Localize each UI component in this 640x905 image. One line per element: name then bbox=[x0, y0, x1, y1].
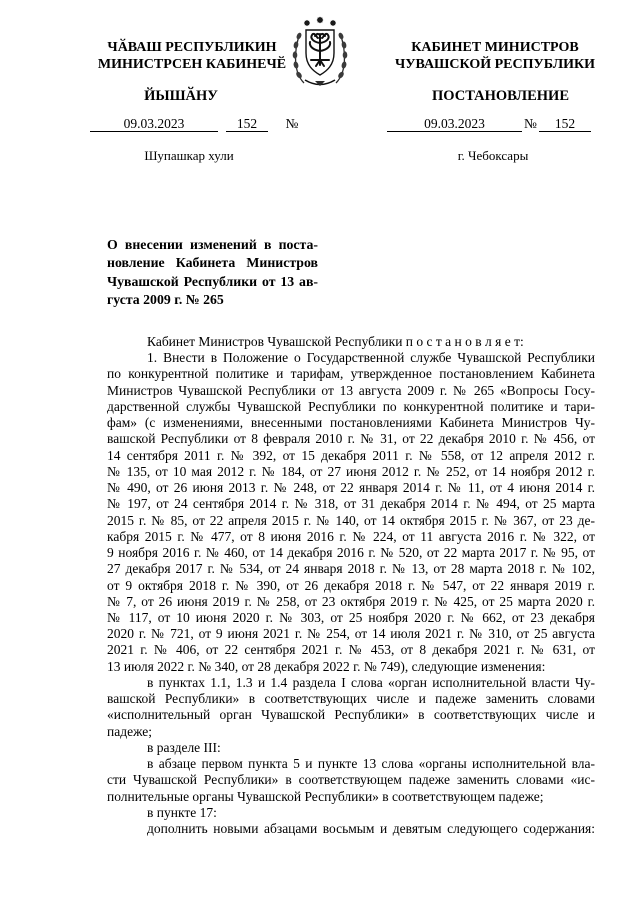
header-right-doc-type: ПОСТАНОВЛЕНИЕ bbox=[432, 88, 570, 104]
paragraph-item-17 bbox=[107, 805, 595, 821]
body-line: 2020 г. № 721, от 9 июня 2021 г. № 254, от 14 июля 2021 г. № 310, от 25 августа bbox=[107, 626, 595, 642]
header-left-org bbox=[90, 39, 294, 73]
header-left-doc-type: ЙЫШӐНУ bbox=[144, 88, 218, 104]
paragraph-change-section-1 bbox=[107, 675, 595, 740]
body-line: от 9 октября 2018 г. № 390, от 26 декабря 2018 г. № 547, от 22 января 2019 г. bbox=[107, 577, 595, 593]
body-line: 13 июля 2022 г. № 340, от 28 декабря 2022 г. № 749), следующие изменения: bbox=[107, 658, 546, 674]
document-title bbox=[107, 236, 318, 309]
header-left-org-line-2: МИНИСТРСЕН КАБИНЕЧӖ bbox=[97, 57, 287, 72]
body-line: фам» (с изменениями, внесенными постановлениями Кабинета Министров Чу- bbox=[107, 415, 595, 431]
body-line: «исполнительный орган Чувашской Республики» в соответствующих числе и bbox=[107, 707, 595, 723]
body-line: вашской Республики» в соответствующих числе и падеже заменить словами bbox=[107, 691, 595, 707]
body-line: № 135, от 10 мая 2012 г. № 184, от 27 июня 2012 г. № 252, от 14 ноября 2012 г. bbox=[107, 463, 595, 479]
body-line: падеже; bbox=[107, 723, 152, 739]
body-line: дополнить новыми абзацами восьмым и девятым следующего содержания: bbox=[147, 821, 595, 837]
header-right-place: г. Чебоксары bbox=[457, 148, 529, 163]
body-line: по конкурентной политике и тарифам, утвержденное постановлением Кабинета bbox=[107, 366, 595, 382]
header-left-number: 152 bbox=[226, 116, 268, 132]
coat-of-arms-emblem-icon bbox=[291, 15, 349, 89]
body-line: № 7, от 26 июня 2019 г. № 258, от 23 октября 2019 г. № 425, от 25 марта 2020 г. bbox=[107, 593, 595, 609]
body-line: 1. Внести в Положение о Государственной службе Чувашской Республики bbox=[147, 350, 595, 366]
title-line: новление Кабинета Министров bbox=[107, 255, 318, 271]
header-left-date: 09.03.2023 bbox=[90, 116, 218, 132]
title-line: Чувашской Республики от 13 ав- bbox=[107, 273, 318, 289]
body-line: вашской Республики от 8 февраля 2010 г. № 31, от 22 декабря 2010 г. № 456, от bbox=[107, 431, 595, 447]
body-line: в разделе III: bbox=[147, 739, 221, 755]
paragraph-add-paragraphs bbox=[107, 821, 595, 837]
body-line: полнительные органы Чувашской Республики» в соответствующем падеже; bbox=[107, 788, 544, 804]
body-line: № 490, от 26 июня 2013 г. № 248, от 22 января 2014 г. № 11, от 4 июня 2014 г. bbox=[107, 480, 595, 496]
document-body bbox=[107, 334, 595, 837]
body-line: в абзаце первом пункта 5 и пункте 13 слова «органы исполнительной вла- bbox=[147, 756, 595, 772]
header-right-org-line-1: КАБИНЕТ МИНИСТРОВ bbox=[411, 40, 579, 55]
emblem-stars bbox=[304, 17, 336, 27]
body-line: № 197, от 24 сентября 2014 г. № 318, от 31 декабря 2014 г. № 494, от 25 марта bbox=[107, 496, 595, 512]
header-right-number-sign: № bbox=[524, 116, 537, 131]
body-line: в пункте 17: bbox=[147, 804, 217, 820]
body-line: 2021 г. № 406, от 22 сентября 2021 г. № 453, от 8 декабря 2021 г. № 631, от bbox=[107, 642, 595, 658]
header-left-place: Шупашкар хули bbox=[144, 148, 234, 163]
paragraph-preamble bbox=[107, 334, 595, 350]
title-line: густа 2009 г. № 265 bbox=[107, 291, 224, 307]
coat-of-arms-emblem-svg bbox=[291, 15, 349, 89]
body-line: 2015 г. № 85, от 22 апреля 2015 г. № 140, от 14 октября 2015 г. № 367, от 23 де- bbox=[107, 512, 595, 528]
header-right-date: 09.03.2023 bbox=[387, 116, 522, 132]
paragraph-change-items-5-13 bbox=[107, 756, 595, 805]
body-line: 9 ноября 2016 г. № 460, от 14 декабря 2016 г. № 520, от 22 марта 2017 г. № 95, от bbox=[107, 545, 595, 561]
body-line: кабря 2015 г. № 477, от 8 июня 2016 г. № 224, от 11 августа 2016 г. № 322, от bbox=[107, 528, 595, 544]
body-line: Кабинет Министров Чувашской Республики п о с т а н о в л я е т: bbox=[147, 334, 524, 349]
body-line: № 117, от 10 июня 2020 г. № 303, от 25 ноября 2020 г. № 662, от 23 декабря bbox=[107, 609, 595, 625]
body-line: сти Чувашской Республики» в соответствующем падеже заменить словами «ис- bbox=[107, 772, 595, 788]
body-line: в пунктах 1.1, 1.3 и 1.4 раздела I слова «орган исполнительной власти Чу- bbox=[147, 674, 595, 690]
header-right-number: 152 bbox=[539, 116, 591, 132]
header-right-org bbox=[394, 39, 596, 73]
header-left-org-line-1: ЧӐВАШ РЕСПУБЛИКИН bbox=[107, 40, 277, 55]
header-right-org-line-2: ЧУВАШСКОЙ РЕСПУБЛИКИ bbox=[394, 57, 596, 72]
title-line: О внесении изменений в поста- bbox=[107, 237, 318, 252]
body-line: дарственной службы Чувашской Республики по конкурентной политике и тари- bbox=[107, 398, 595, 414]
body-line: 27 декабря 2017 г. № 534, от 24 января 2018 г. № 13, от 28 марта 2018 г. № 102, bbox=[107, 561, 595, 577]
header-left-number-sign: № bbox=[285, 116, 299, 131]
paragraph-item-1 bbox=[107, 350, 595, 675]
body-line: Министров Чувашской Республики от 13 августа 2009 г. № 265 «Вопросы Госу- bbox=[107, 382, 595, 398]
paragraph-section-3 bbox=[107, 740, 595, 756]
body-line: 14 сентября 2011 г. № 392, от 15 декабря 2011 г. № 558, от 12 апреля 2012 г. bbox=[107, 447, 595, 463]
